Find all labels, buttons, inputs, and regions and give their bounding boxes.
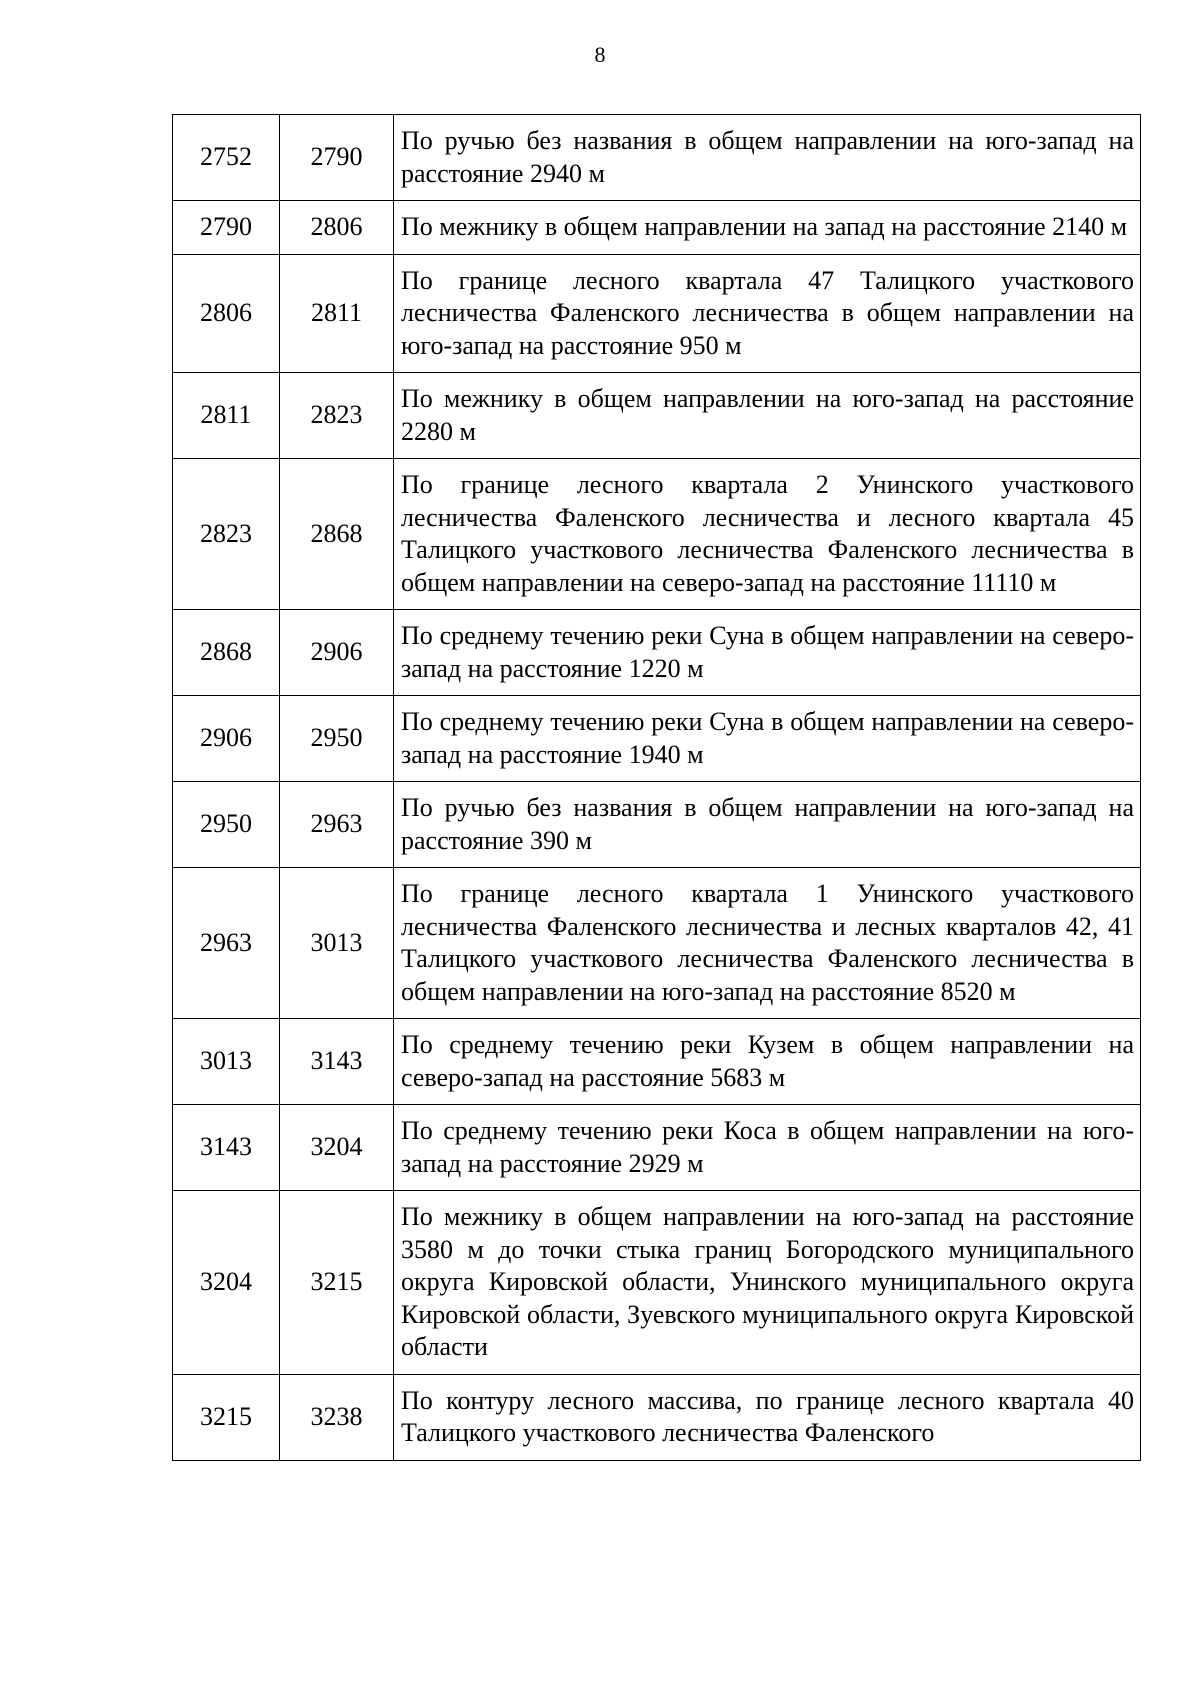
from-point-cell: 2906 xyxy=(173,696,280,782)
boundary-description-cell xyxy=(394,1191,1141,1375)
from-point-cell: 3204 xyxy=(173,1191,280,1375)
boundary-description-table xyxy=(172,114,1141,1461)
table-row xyxy=(173,1019,1141,1105)
description-line: лесничества Фаленского лесничества и лесного квартала 45 xyxy=(401,502,1134,532)
description-line: 2140 м xyxy=(1052,212,1128,241)
boundary-description-cell xyxy=(394,373,1141,459)
from-point-cell: 3215 xyxy=(173,1374,280,1460)
description-line: северо-запад на расстояние 1940 м xyxy=(401,707,1134,769)
table-row xyxy=(173,782,1141,868)
description-line: северо-запад на расстояние 5683 м xyxy=(401,1062,786,1092)
boundary-description-cell xyxy=(394,1374,1141,1460)
table-row xyxy=(173,1374,1141,1460)
description-line: По границе лесного квартала 2 Унинского участкового xyxy=(401,470,1134,499)
table-row xyxy=(173,1105,1141,1191)
description-line: По межнику в общем направлении на юго-запад на xyxy=(401,384,1001,413)
description-line: на расстояние 390 м xyxy=(401,793,1135,855)
page-number: 8 xyxy=(594,42,606,67)
table-row xyxy=(173,373,1141,459)
to-point-cell: 2806 xyxy=(280,201,394,255)
to-point-cell: 2906 xyxy=(280,610,394,696)
boundary-description-cell xyxy=(394,868,1141,1019)
boundary-description-cell xyxy=(394,201,1141,255)
to-point-cell: 2823 xyxy=(280,373,394,459)
from-point-cell: 2868 xyxy=(173,610,280,696)
from-point-cell: 2806 xyxy=(173,254,280,373)
description-line: лесничества Фаленского лесничества в общем направлении xyxy=(401,298,1096,327)
from-point-cell: 2752 xyxy=(173,115,280,201)
description-line: По среднему течению реки Суна в общем направлении на xyxy=(401,707,1046,736)
boundary-description-cell xyxy=(394,1105,1141,1191)
table-row xyxy=(173,459,1141,610)
description-line: лесничества в общем направлении на северо-запад на xyxy=(401,535,1135,597)
description-line: Талицкого участкового лесничества Фаленского xyxy=(401,1418,935,1447)
description-line: расстояние 11110 м xyxy=(842,567,1057,597)
to-point-cell: 3143 xyxy=(280,1019,394,1105)
description-line: лесничества Фаленского лесничества и лесных кварталов 42, xyxy=(401,911,1099,941)
description-line: расстояние 2280 м xyxy=(401,384,1134,446)
description-line: юго-запад на расстояние 2929 м xyxy=(401,1116,1134,1178)
description-line: По границе лесного квартала 47 Талицкого участкового xyxy=(401,265,1134,295)
boundary-description-cell xyxy=(394,459,1141,610)
boundary-description-cell xyxy=(394,1019,1141,1105)
to-point-cell: 2811 xyxy=(280,254,394,373)
from-point-cell: 3143 xyxy=(173,1105,280,1191)
description-line: По среднему течению реки Кузем в общем направлении на xyxy=(401,1030,1134,1059)
description-line: расстояние 3580 м до точки стыка границ Богородского xyxy=(401,1202,1134,1264)
to-point-cell: 2963 xyxy=(280,782,394,868)
from-point-cell: 2790 xyxy=(173,201,280,255)
description-line: По межнику в общем направлении на юго-запад на xyxy=(401,1202,1001,1231)
description-line: По среднему течению реки Суна в общем направлении на xyxy=(401,621,1046,650)
description-line: расстояние 8520 м xyxy=(811,976,1016,1006)
description-line: По контуру лесного массива, по границе лесного квартала 40 xyxy=(401,1385,1134,1415)
table-row xyxy=(173,696,1141,782)
description-line: лесничества в общем направлении на юго-запад на xyxy=(401,944,1135,1006)
table-row xyxy=(173,115,1141,201)
table-row xyxy=(173,254,1141,373)
table-row xyxy=(173,610,1141,696)
description-line: на расстояние 2940 м xyxy=(401,126,1135,188)
description-line: северо-запад на расстояние 1220 м xyxy=(401,621,1134,683)
description-line: По ручью без названия в общем направлении на юго-запад xyxy=(401,126,1097,155)
to-point-cell: 2868 xyxy=(280,459,394,610)
table-row xyxy=(173,868,1141,1019)
boundary-description-cell xyxy=(394,782,1141,868)
to-point-cell: 2950 xyxy=(280,696,394,782)
description-line: По межнику в общем направлении на запад на расстояние xyxy=(401,212,1046,241)
table-row xyxy=(173,201,1141,255)
to-point-cell: 3013 xyxy=(280,868,394,1019)
boundary-description-cell xyxy=(394,115,1141,201)
boundary-description-cell xyxy=(394,696,1141,782)
from-point-cell: 3013 xyxy=(173,1019,280,1105)
description-line: 41 Талицкого участкового лесничества Фаленского xyxy=(401,911,1134,973)
from-point-cell: 2950 xyxy=(173,782,280,868)
description-line: По ручью без названия в общем направлении на юго-запад xyxy=(401,793,1097,822)
to-point-cell: 3215 xyxy=(280,1191,394,1375)
to-point-cell: 3204 xyxy=(280,1105,394,1191)
description-line: муниципального округа Кировской области xyxy=(401,1299,1135,1361)
from-point-cell: 2823 xyxy=(173,459,280,610)
boundary-description-cell xyxy=(394,254,1141,373)
description-line: муниципального округа Кировской области, Унинского xyxy=(401,1234,1134,1296)
description-line: По среднему течению реки Коса в общем направлении на xyxy=(401,1116,1073,1145)
boundary-description-cell xyxy=(394,610,1141,696)
description-line: муниципального округа Кировской области, Зуевского xyxy=(401,1267,1134,1329)
table-row xyxy=(173,1191,1141,1375)
to-point-cell: 2790 xyxy=(280,115,394,201)
description-line: По границе лесного квартала 1 Унинского участкового xyxy=(401,879,1134,908)
from-point-cell: 2963 xyxy=(173,868,280,1019)
from-point-cell: 2811 xyxy=(173,373,280,459)
to-point-cell: 3238 xyxy=(280,1374,394,1460)
description-line: Талицкого участкового лесничества Фаленского xyxy=(401,535,958,564)
description-line: на юго-запад на расстояние 950 м xyxy=(401,298,1134,360)
